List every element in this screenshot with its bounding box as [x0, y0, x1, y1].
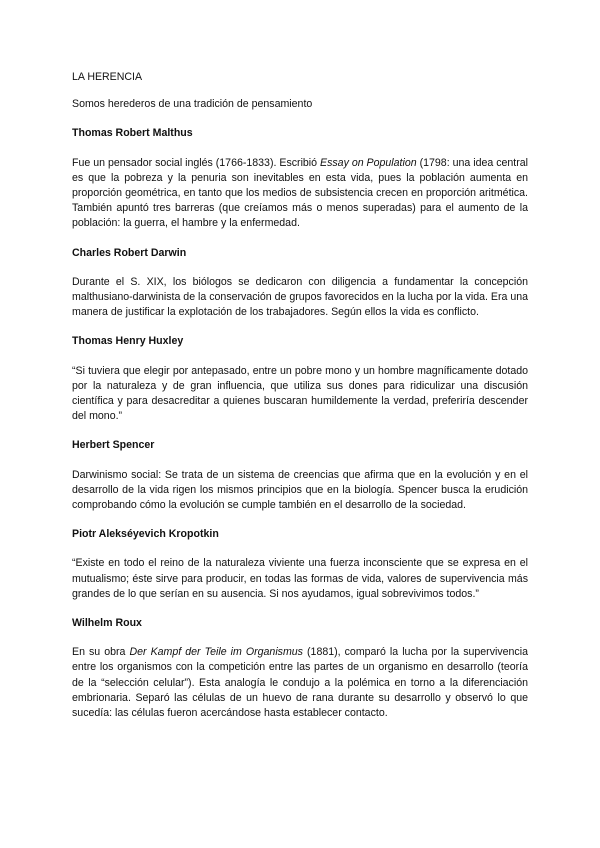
document-title: LA HERENCIA: [72, 71, 143, 83]
section-body-text: (1798: una idea central es que la pobreza y la penuria son inevitables en esta vida, pues la población aumenta en proporción geométrica, en tanto que los medios de subsistencia crecen en proporción aritmética. También apuntó tres barreras (que creíamos más o menos superadas) para el aumento de la población: la guerra, el hambre y la enfermedad.: [72, 156, 529, 230]
section-darwin: [72, 246, 528, 321]
section-body: “Existe en todo el reino de la naturaleza viviente una fuerza inconsciente que se expresa en el mutualismo; éste sirve para producir, en todas las formas de vida, valores de supervivencia más grandes de lo que serían en su ausencia. Si nos ayudamos, igual sobrevivimos todos.”: [72, 557, 528, 600]
section-heading: Charles Robert Darwin: [72, 246, 187, 259]
section-roux: [72, 616, 528, 721]
section-body: Darwinismo social: Se trata de un sistema de creencias que afirma que en la evolución y en el desarrollo de la vida rigen los mismos principios que en la biología. Spencer busca la erudición comprobando cómo la evolución se cumple también en el desarrollo de la sociedad.: [72, 468, 528, 512]
section-heading: Wilhelm Roux: [72, 617, 142, 630]
book-title: Essay on Population: [320, 156, 417, 169]
section-body: [72, 645, 528, 721]
section-heading: Thomas Henry Huxley: [72, 335, 184, 348]
section-body: “Si tuviera que elegir por antepasado, entre un pobre mono y un hombre magníficamente dotado por la naturaleza y de gran influencia, que utiliza sus dones para ridiculizar una discusión científica y para desacreditar a quienes buscaran humildemente la verdad, preferiría descender del mono.”: [72, 364, 528, 423]
section-body-text: En su obra: [72, 646, 130, 659]
section-body-text: (1881), comparó la lucha por la supervivencia entre los organismos con la competición entre las partes de un organismo en desarrollo (teoría de la “selección celular”). Esta analogía le condujo a la polémica en torno a la diferenciación embrionaria. Separó las células de un huevo de rana durante su desarrollo y observó lo que sucedía: las células fueron acercándose hasta establecer contacto.: [72, 646, 528, 720]
section-heading: Piotr Alekséyevich Kropotkin: [72, 528, 219, 541]
section-kropotkin: [72, 527, 528, 602]
section-malthus: [72, 126, 528, 231]
section-spencer: [72, 438, 528, 513]
section-heading: Thomas Robert Malthus: [72, 127, 193, 140]
document-subtitle: Somos herederos de una tradición de pensamiento: [72, 98, 313, 111]
section-huxley: [72, 334, 528, 424]
section-body: [72, 156, 528, 232]
section-body-text: Fue un pensador social inglés (1766-1833). Escribió: [72, 156, 321, 169]
section-heading: Herbert Spencer: [72, 439, 155, 452]
section-body: Durante el S. XIX, los biólogos se dedicaron con diligencia a fundamentar la concepción malthusiano-darwinista de la conservación de grupos favorecidos en la lucha por la vida. Era una manera de justificar la explotación de los trabajadores. Según ellos la vida es conflicto.: [72, 275, 528, 319]
book-title: Der Kampf der Teile im Organismus: [129, 646, 303, 659]
